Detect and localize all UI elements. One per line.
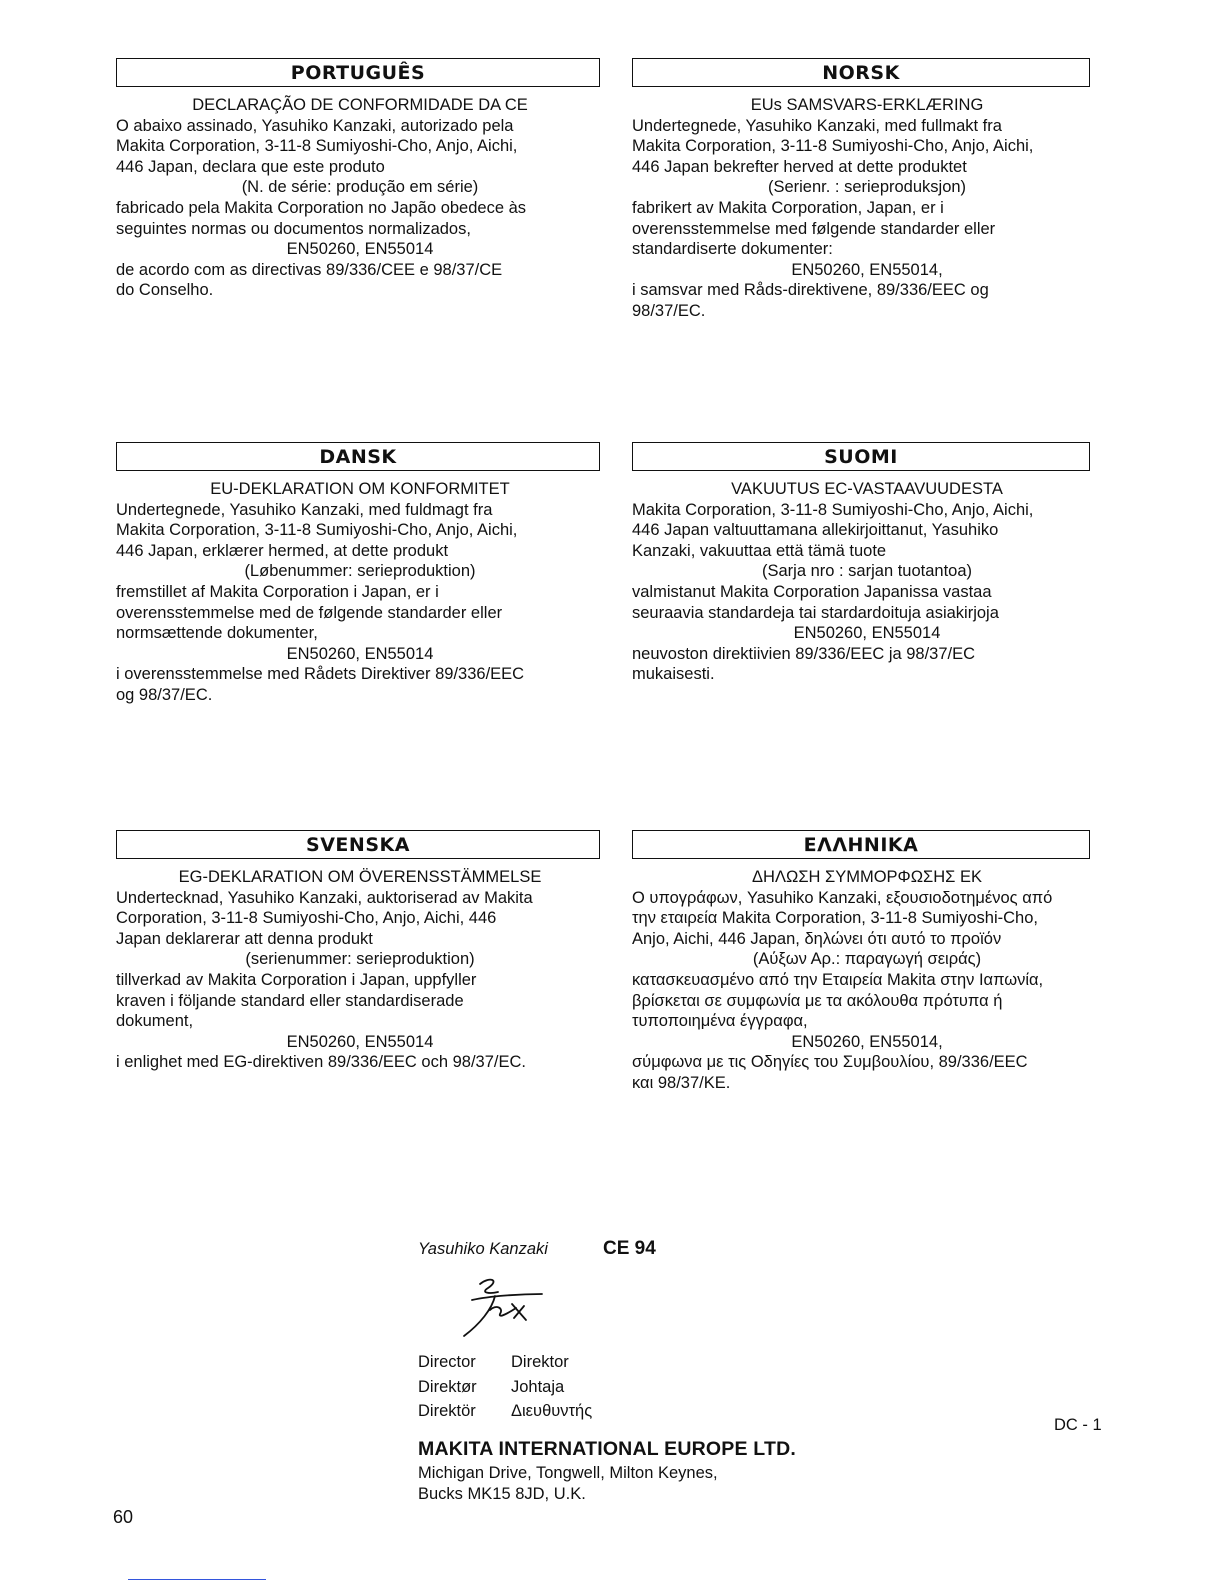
text-line: de acordo com as directivas 89/336/CEE e 98/37/CE <box>116 260 503 279</box>
text-line: mukaisesti. <box>632 665 715 684</box>
text-line: valmistanut Makita Corporation Japanissa vastaa <box>632 582 992 601</box>
text-line: overensstemmelse med følgende standarder eller <box>632 219 996 238</box>
text-line: fabricado pela Makita Corporation no Japão obedece às <box>116 198 527 217</box>
language-heading: ΕΛΛΗΝΙΚΑ <box>632 830 1090 859</box>
language-heading: DANSK <box>116 442 600 471</box>
standards-line: EN50260, EN55014, <box>791 1032 943 1051</box>
serial-line: (N. de série: produção em série) <box>241 178 479 197</box>
title-text: Johtaja <box>511 1377 565 1396</box>
title-text: Direktør <box>418 1377 477 1396</box>
title-text: Διευθυντής <box>511 1402 593 1420</box>
text-line: Japan deklarerar att denna produkt <box>116 929 373 948</box>
language-heading: SUOMI <box>632 442 1090 471</box>
address-line: Michigan Drive, Tongwell, Milton Keynes, <box>418 1464 718 1482</box>
text-line: Corporation, 3-11-8 Sumiyoshi-Cho, Anjo, Aichi, 446 <box>116 909 497 928</box>
declaration-body <box>116 116 604 301</box>
serial-line: (serienummer: serieproduktion) <box>245 950 475 969</box>
text-line: Anjo, Aichi, 446 Japan, δηλώνει ότι αυτό το προϊόν <box>632 929 1002 948</box>
declaration-title: EUs SAMSVARS-ERKLÆRING <box>750 96 984 114</box>
text-line: Undertecknad, Yasuhiko Kanzaki, auktoriserad av Makita <box>116 888 533 907</box>
serial-line: (Serienr. : serieproduksjon) <box>767 178 967 197</box>
text-line: και 98/37/ΚΕ. <box>632 1073 731 1092</box>
text-line: seguintes normas ou documentos normalizados, <box>116 219 471 238</box>
text-line: kraven i följande standard eller standardiserade <box>116 991 464 1010</box>
text-line: seuraavia standardeja tai stardardoituja asiakirjoja <box>632 603 999 622</box>
handwritten-signature <box>450 1274 550 1344</box>
company-block <box>418 1438 796 1505</box>
text-line: normsættende dokumenter, <box>116 624 318 643</box>
titles-row <box>418 1399 592 1424</box>
text-line: i overensstemmelse med Rådets Direktiver 89/336/EEC <box>116 665 525 684</box>
text-line: Undertegnede, Yasuhiko Kanzaki, med fuldmagt fra <box>116 500 493 519</box>
text-line: standardiserte dokumenter: <box>632 240 833 259</box>
standards-line: EN50260, EN55014 <box>286 1032 434 1051</box>
text-line: O abaixo assinado, Yasuhiko Kanzaki, autorizado pela <box>116 116 514 135</box>
text-line: Makita Corporation, 3-11-8 Sumiyoshi-Cho, Anjo, Aichi, <box>116 521 518 540</box>
text-line: Makita Corporation, 3-11-8 Sumiyoshi-Cho, Anjo, Aichi, <box>116 137 518 156</box>
section-svenska <box>116 830 604 1073</box>
titles-row <box>418 1375 592 1400</box>
text-line: Undertegnede, Yasuhiko Kanzaki, med fullmakt fra <box>632 116 1002 135</box>
standards-line: EN50260, EN55014 <box>793 624 941 643</box>
company-address <box>418 1463 796 1505</box>
declaration-body <box>116 888 604 1073</box>
section-suomi <box>632 442 1102 685</box>
text-line: Kanzaki, vakuuttaa että tämä tuote <box>632 541 887 560</box>
text-line: overensstemmelse med de følgende standarder eller <box>116 603 503 622</box>
text-line: og 98/37/EC. <box>116 685 213 704</box>
text-line: i samsvar med Råds-direktivene, 89/336/EEC og <box>632 281 989 300</box>
signatory-titles <box>418 1350 592 1424</box>
language-heading: SVENSKA <box>116 830 600 859</box>
text-line: Makita Corporation, 3-11-8 Sumiyoshi-Cho, Anjo, Aichi, <box>632 500 1034 519</box>
text-line: fabrikert av Makita Corporation, Japan, er i <box>632 198 944 217</box>
text-line: σύμφωνα με τις Οδηγίες του Συμβουλίου, 89/336/EEC <box>632 1053 1028 1072</box>
text-line: fremstillet af Makita Corporation i Japan, er i <box>116 582 439 601</box>
declaration-title: ΔΗΛΩΣΗ ΣΥΜΜΟΡΦΩΣΗΣ ΕΚ <box>752 868 982 886</box>
page-number: 60 <box>113 1507 134 1527</box>
titles-row <box>418 1350 592 1375</box>
language-heading: PORTUGUÊS <box>116 58 600 87</box>
text-line: την εταιρεία Makita Corporation, 3-11-8 Sumiyoshi-Cho, <box>632 909 1038 928</box>
standards-line: EN50260, EN55014 <box>286 644 434 663</box>
serial-line: (Løbenummer: serieproduktion) <box>244 562 476 581</box>
text-line: 446 Japan bekrefter herved at dette produktet <box>632 157 967 176</box>
section-portugues <box>116 58 604 301</box>
declaration-body <box>632 116 1102 322</box>
signatory-name: Yasuhiko Kanzaki <box>418 1240 548 1258</box>
title-text: Director <box>418 1353 476 1371</box>
text-line: βρίσκεται σε συμφωνία με τα ακόλουθα πρότυπα ή <box>632 991 1003 1010</box>
title-text: Direktör <box>418 1402 476 1420</box>
language-heading: NORSK <box>632 58 1090 87</box>
section-dansk <box>116 442 604 706</box>
serial-line: (Sarja nro : sarjan tuotantoa) <box>761 562 973 581</box>
declaration-title: EG-DEKLARATION OM ÖVERENSSTÄMMELSE <box>178 868 542 886</box>
document-code: DC - 1 <box>1054 1416 1102 1434</box>
text-line: 446 Japan valtuuttamana allekirjoittanut, Yasuhiko <box>632 521 999 540</box>
footer-link-line <box>128 1579 266 1580</box>
title-text: Direktor <box>511 1353 569 1371</box>
standards-line: EN50260, EN55014 <box>286 240 434 259</box>
section-ellinika <box>632 830 1102 1094</box>
declaration-body <box>632 500 1102 685</box>
ce-code: CE 94 <box>603 1238 656 1259</box>
standards-line: EN50260, EN55014, <box>791 260 943 279</box>
section-norsk <box>632 58 1102 322</box>
text-line: i enlighet med EG-direktiven 89/336/EEC och 98/37/EC. <box>116 1053 526 1072</box>
declaration-body <box>116 500 604 706</box>
declaration-body <box>632 888 1102 1094</box>
text-line: tillverkad av Makita Corporation i Japan, uppfyller <box>116 970 477 989</box>
declaration-title: VAKUUTUS EC-VASTAAVUUDESTA <box>731 480 1003 498</box>
address-line: Bucks MK15 8JD, U.K. <box>418 1485 586 1503</box>
text-line: Ο υπογράφων, Yasuhiko Kanzaki, εξουσιοδοτημένος από <box>632 888 1053 907</box>
text-line: κατασκευασμένο από την Εταιρεία Makita στην Ιαπωνία, <box>632 970 1044 989</box>
text-line: neuvoston direktiivien 89/336/EEC ja 98/37/EC <box>632 644 976 663</box>
text-line: dokument, <box>116 1012 194 1031</box>
text-line: 446 Japan, declara que este produto <box>116 157 385 176</box>
company-name: MAKITA INTERNATIONAL EUROPE LTD. <box>418 1438 796 1460</box>
text-line: τυποποιημένα έγγραφα, <box>632 1012 808 1031</box>
declaration-title: DECLARAÇÃO DE CONFORMIDADE DA CE <box>192 96 528 114</box>
text-line: 98/37/EC. <box>632 301 706 320</box>
text-line: Makita Corporation, 3-11-8 Sumiyoshi-Cho, Anjo, Aichi, <box>632 137 1034 156</box>
declaration-title: EU-DEKLARATION OM KONFORMITET <box>210 480 510 498</box>
text-line: do Conselho. <box>116 281 214 300</box>
text-line: 446 Japan, erklærer hermed, at dette produkt <box>116 541 449 560</box>
serial-line: (Αύξων Αρ.: παραγωγή σειράς) <box>752 950 982 969</box>
